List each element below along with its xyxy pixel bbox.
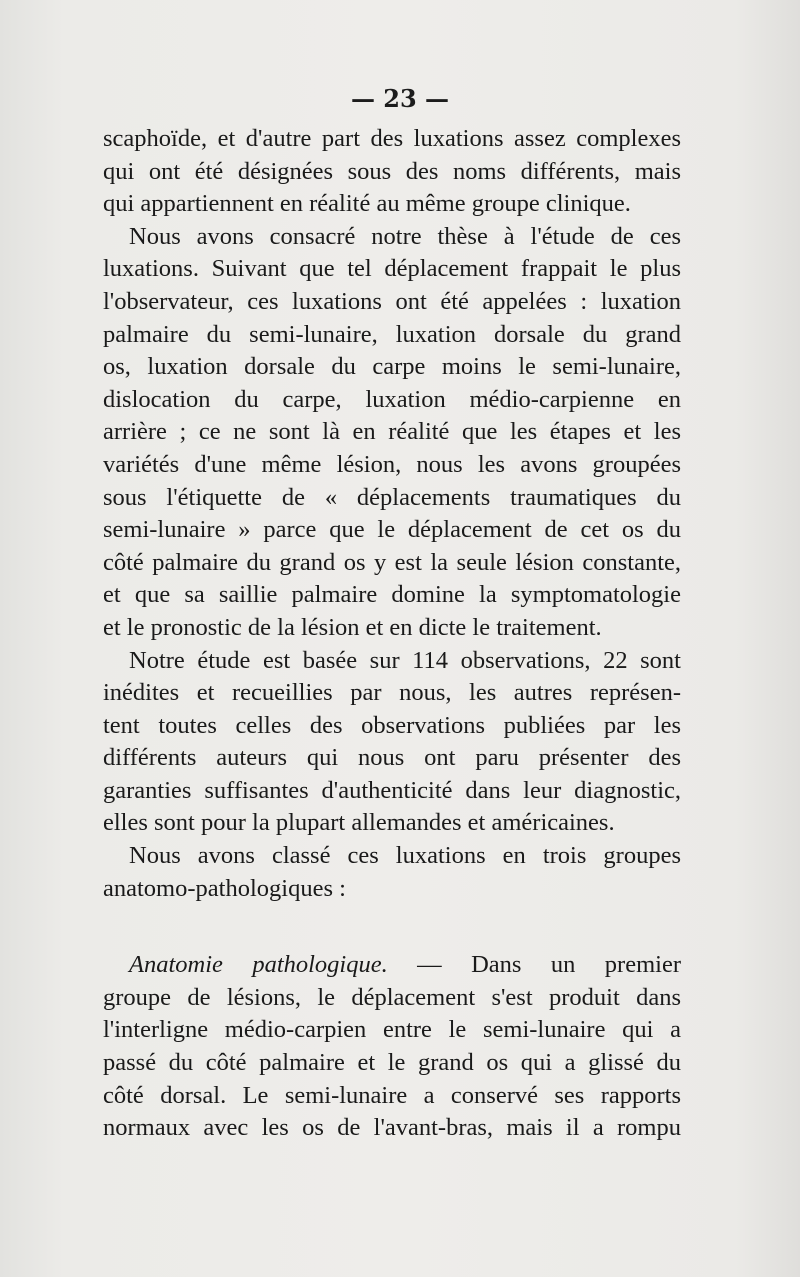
page-number: — 23 — — [350, 84, 450, 113]
text-line: groupe de lésions, le déplacement s'est produit dans — [103, 983, 681, 1011]
text-line: et le pronostic de la lésion et en dicte le traitement. — [103, 613, 602, 641]
text-line: elles sont pour la plupart allemandes et américaines. — [103, 809, 615, 837]
text-line: Notre étude est basée sur 114 observations, 22 sont — [129, 646, 681, 674]
text-line: l'interligne médio-carpien entre le semi-lunaire qui a — [103, 1016, 681, 1044]
text-line: différents auteurs qui nous ont paru présenter des — [103, 744, 681, 772]
text-line: inédites et recueillies par nous, les autres représen- — [103, 679, 681, 707]
text-line: anatomo-pathologiques : — [103, 874, 346, 902]
text-line: côté dorsal. Le semi-lunaire a conservé ses rapports — [103, 1081, 681, 1109]
text-line: et que sa saillie palmaire domine la symptomatologie — [103, 581, 681, 609]
section-title: Anatomie pathologique. — [129, 951, 388, 979]
text-line: qui appartiennent en réalité au même groupe clinique. — [103, 190, 631, 218]
text-line: qui ont été désignées sous des noms différents, mais — [103, 157, 681, 185]
text-line: passé du côté palmaire et le grand os qui a glissé du — [103, 1049, 681, 1077]
text-line: dislocation du carpe, luxation médio-carpienne en — [103, 385, 681, 413]
text-line: arrière ; ce ne sont là en réalité que les étapes et les — [103, 418, 681, 446]
text-line: tent toutes celles des observations publiées par les — [103, 711, 681, 739]
text-line: côté palmaire du grand os y est la seule lésion constante, — [103, 548, 681, 576]
section-first-line-rest: — Dans un premier — [387, 951, 681, 979]
text-line: os, luxation dorsale du carpe moins le semi-lunaire, — [103, 353, 681, 381]
section-gap — [103, 905, 681, 949]
text-line: l'observateur, ces luxations ont été appelées : luxation — [103, 287, 681, 315]
text-line: semi-lunaire » parce que le déplacement de cet os du — [103, 516, 681, 544]
body-text — [103, 123, 681, 1145]
text-line: palmaire du semi-lunaire, luxation dorsale du grand — [103, 320, 681, 348]
text-line: Nous avons consacré notre thèse à l'étude de ces — [129, 222, 681, 250]
text-line: variétés d'une même lésion, nous les avons groupées — [103, 450, 681, 478]
text-line: luxations. Suivant que tel déplacement frappait le plus — [103, 255, 681, 283]
text-line: Nous avons classé ces luxations en trois groupes — [129, 842, 681, 870]
text-line: normaux avec les os de l'avant-bras, mais il a rompu — [103, 1114, 681, 1142]
text-line: sous l'étiquette de « déplacements traumatiques du — [103, 483, 681, 511]
section-first-line — [103, 949, 681, 982]
text-line: scaphoïde, et d'autre part des luxations assez complexes — [103, 125, 681, 152]
text-line: garanties suffisantes d'authenticité dans leur diagnostic, — [103, 776, 681, 804]
